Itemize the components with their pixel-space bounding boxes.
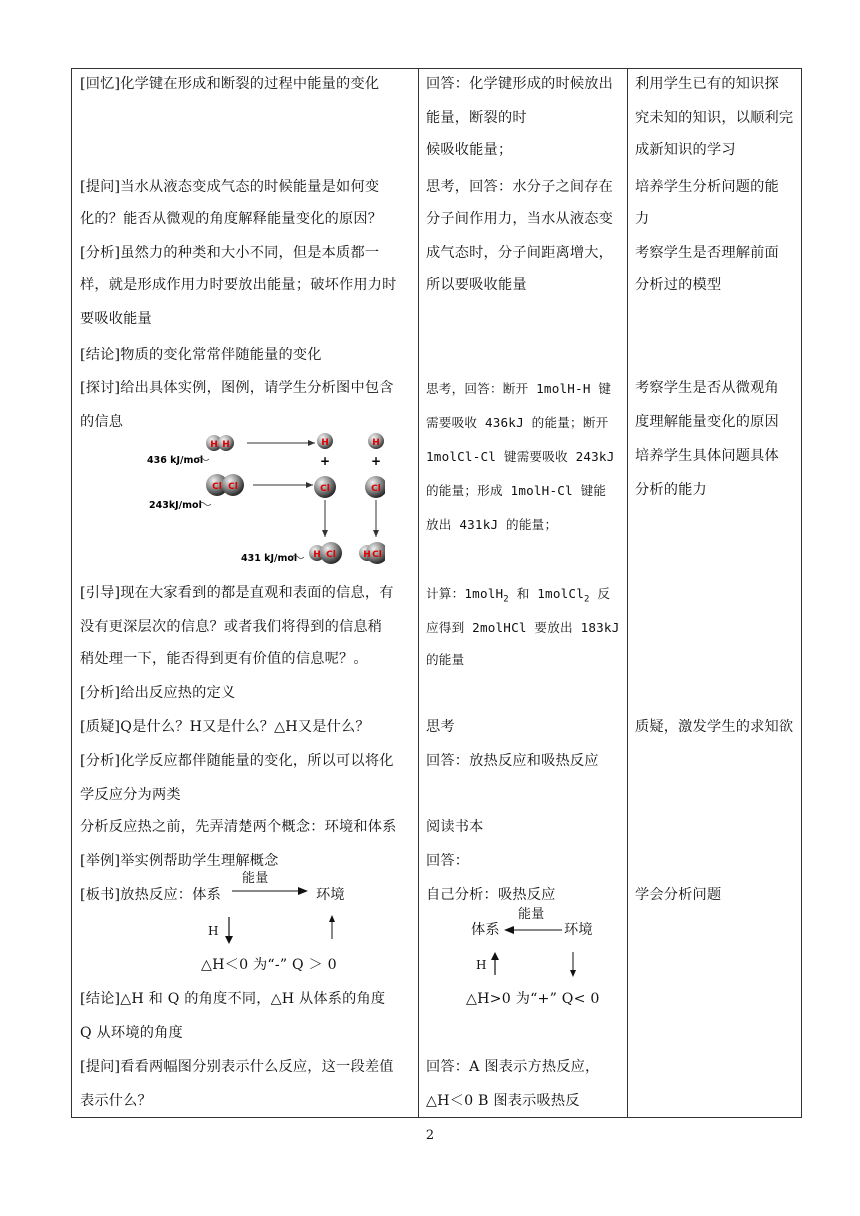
- down-arrow-icon: [568, 952, 578, 978]
- text-line: 力: [635, 211, 650, 227]
- formula-part: 和 1molCl: [508, 586, 584, 601]
- text-line: [426, 580, 626, 614]
- atom-label: H: [372, 438, 380, 448]
- text-line: 学会分析问题: [635, 887, 722, 903]
- text-line: 需要吸收 436kJ 的能量；断开: [426, 415, 609, 430]
- atom-label: Cl: [228, 482, 238, 492]
- text-line: △H>0 为“+” Q< 0: [466, 991, 600, 1007]
- text-line: 的能量: [426, 652, 465, 667]
- down-arrow-icon: [224, 917, 234, 945]
- text-line: 候吸收能量；: [426, 142, 513, 158]
- environment-label: 环境: [316, 887, 345, 903]
- left-arrow-icon: [504, 924, 564, 936]
- text-line: 能量，断裂的时: [426, 110, 527, 126]
- text-line: 学反应分为两类: [80, 787, 181, 803]
- text-line: 利用学生已有的知识探: [635, 76, 779, 92]
- text-line: 回答：A 图表示方热反应，: [426, 1059, 600, 1075]
- text-line: 回答：放热反应和吸热反应: [426, 753, 599, 769]
- text-line: 分子间作用力，当水从液态变: [426, 211, 614, 227]
- environment-label: 环境: [564, 922, 593, 938]
- text-line: [分析]给出反应热的定义: [80, 685, 236, 701]
- text-line: 应得到 2molHCl 要放出 183kJ: [426, 620, 620, 635]
- text-line: [回忆]化学键在形成和断裂的过程中能量的变化: [80, 76, 380, 92]
- text-line: [提问]当水从液态变成气态的时候能量是如何变: [80, 179, 380, 195]
- atom-label: Cl: [372, 550, 382, 560]
- text-line: 分析反应热之前，先弄清楚两个概念：环境和体系: [80, 819, 397, 835]
- subscript: 2: [583, 594, 590, 605]
- formula-part: 反: [589, 586, 611, 601]
- text-line: 回答：: [426, 853, 470, 869]
- text-line: 究未知的知识，以顺利完: [635, 110, 794, 126]
- text-line: 的信息: [80, 414, 124, 430]
- text-line: Q 从环境的角度: [80, 1025, 183, 1041]
- plus-sign: +: [319, 454, 331, 468]
- text-line: 培养学生分析问题的能: [635, 179, 779, 195]
- text-line: [质疑]Q是什么？H又是什么？△H又是什么？: [80, 719, 370, 735]
- atom-label: Cl: [212, 482, 222, 492]
- text-line: 思考: [426, 719, 455, 735]
- atom-label: H: [313, 550, 321, 560]
- text-line: 分析过的模型: [635, 277, 722, 293]
- atom-label: Cl: [320, 484, 330, 494]
- bond-energy-label: 243kJ/mol: [149, 500, 202, 511]
- text-line: [提问]看看两幅图分别表示什么反应，这一段差值: [80, 1059, 394, 1075]
- text-line: 成新知识的学习: [635, 142, 736, 158]
- text-line: △H＜0 B 图表示吸热反: [426, 1093, 580, 1109]
- bond-energy-figure: [135, 427, 385, 567]
- text-line: [探讨]给出具体实例，图例，请学生分析图中包含: [80, 380, 394, 396]
- text-line: 放出 431kJ 的能量；: [426, 517, 558, 532]
- text-line: 思考，回答：断开 1molH-H 键: [426, 381, 612, 396]
- atom-label: H: [363, 550, 371, 560]
- text-line: [引导]现在大家看到的都是直观和表面的信息，有: [80, 585, 394, 601]
- text-line: 要吸收能量: [80, 311, 152, 327]
- lesson-table: [71, 68, 802, 1118]
- energy-label: 能量: [518, 907, 545, 922]
- page-number: 2: [425, 1128, 435, 1143]
- bond-energy-label: 431 kJ/mol: [241, 553, 298, 564]
- text-line: 成气态时，分子间距离增大，: [426, 245, 614, 261]
- text-line: 1molCl-Cl 键需要吸收 243kJ: [426, 449, 615, 464]
- column-divider: [627, 69, 628, 1117]
- text-line: 化的？能否从微观的角度解释能量变化的原因？: [80, 211, 383, 227]
- text-line: 稍处理一下，能否得到更有价值的信息呢？。: [80, 651, 368, 667]
- right-arrow-icon: [230, 885, 310, 897]
- subscript: 2: [503, 594, 509, 605]
- text-line: 分析的能力: [635, 482, 707, 498]
- text-line: [举例]举实例帮助学生理解概念: [80, 853, 279, 869]
- text-line: 回答：化学键形成的时候放出: [426, 76, 614, 92]
- text-line: 考察学生是否理解前面: [635, 245, 779, 261]
- atom-label: Cl: [371, 484, 381, 494]
- text-line: 表示什么？: [80, 1093, 152, 1109]
- atom-label: Cl: [326, 550, 336, 560]
- h-label: H: [476, 958, 487, 972]
- up-arrow-icon: [327, 915, 337, 939]
- text-line: 考察学生是否从微观角: [635, 380, 779, 396]
- text-line: △H＜0 为“-” Q ＞ 0: [201, 957, 337, 973]
- column-divider: [418, 69, 419, 1117]
- text-line: [结论]△H 和 Q 的角度不同，△H 从体系的角度: [80, 991, 386, 1007]
- system-label: 体系: [471, 922, 500, 938]
- atom-label: H: [210, 440, 218, 450]
- plus-sign: +: [370, 454, 382, 468]
- text-line: [板书]放热反应：体系: [80, 887, 221, 903]
- text-line: 样，就是形成作用力时要放出能量；破坏作用力时: [80, 277, 397, 293]
- formula-part: 计算：1molH: [426, 586, 504, 601]
- text-line: 阅读书本: [426, 819, 484, 835]
- text-line: [结论]物质的变化常常伴随能量的变化: [80, 347, 322, 363]
- text-line: 思考，回答：水分子之间存在: [426, 179, 614, 195]
- atom-label: H: [222, 440, 230, 450]
- text-line: 质疑，激发学生的求知欲: [635, 719, 794, 735]
- text-line: [分析]化学反应都伴随能量的变化，所以可以将化: [80, 753, 394, 769]
- up-arrow-icon: [490, 952, 500, 976]
- energy-label: 能量: [242, 871, 269, 886]
- text-line: 度理解能量变化的原因: [635, 414, 779, 430]
- text-line: [分析]虽然力的种类和大小不同，但是本质都一: [80, 245, 380, 261]
- text-line: 没有更深层次的信息？或者我们将得到的信息稍: [80, 619, 383, 635]
- text-line: 的能量；形成 1molH-Cl 键能: [426, 483, 607, 498]
- text-line: 所以要吸收能量: [426, 277, 527, 293]
- text-line: 培养学生具体问题具体: [635, 448, 779, 464]
- bond-energy-label: 436 kJ/mol: [147, 455, 204, 466]
- h-label: H: [208, 924, 219, 938]
- atom-label: H: [321, 438, 329, 448]
- text-line: 自己分析：吸热反应: [426, 887, 556, 903]
